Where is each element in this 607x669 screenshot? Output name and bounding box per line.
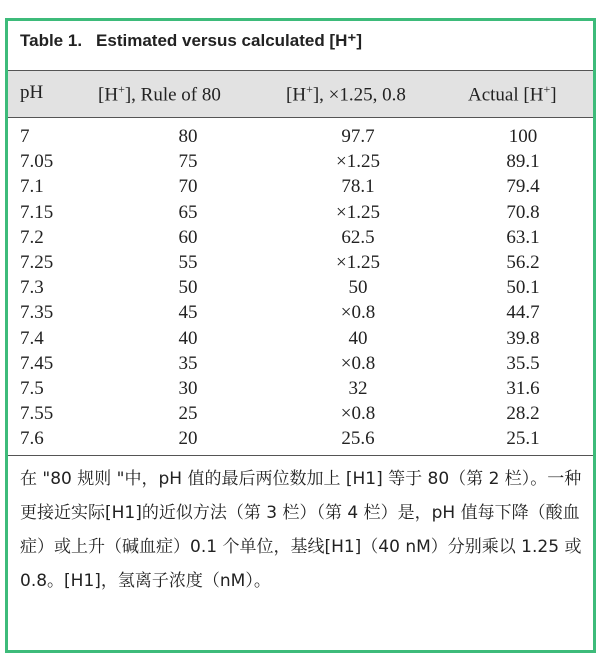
calculated-cell: 32 — [348, 377, 368, 399]
calculated-cell: 97.7 — [341, 126, 375, 147]
table-row — [8, 401, 593, 426]
ph-cell: 7.4 — [20, 327, 44, 349]
table-header-row — [8, 70, 593, 118]
rule-of-80-cell: 25 — [178, 403, 198, 425]
rule-of-80-cell: 45 — [178, 302, 198, 324]
ph-cell: 7.3 — [20, 277, 44, 299]
header-rule-of-80: [H+], Rule of 80 — [98, 82, 221, 106]
actual-cell: 79.4 — [506, 176, 540, 198]
table-row — [8, 376, 593, 401]
rule-of-80-cell: 30 — [178, 377, 198, 399]
calculated-cell: ×0.8 — [340, 352, 376, 374]
table-caption — [20, 31, 362, 51]
ph-cell: 7.2 — [20, 226, 44, 248]
calculated-cell: 50 — [348, 277, 368, 299]
rule-of-80-cell: 65 — [178, 201, 198, 223]
rule-of-80-cell: 40 — [178, 327, 198, 349]
rule-of-80-cell: 75 — [178, 151, 198, 173]
table-row — [8, 426, 593, 451]
table-row — [8, 351, 593, 376]
rule-of-80-cell: 70 — [178, 176, 198, 198]
ph-cell: 7.15 — [20, 201, 54, 223]
rule-of-80-cell: 55 — [178, 251, 198, 273]
actual-cell: 100 — [508, 126, 538, 147]
actual-cell: 44.7 — [506, 302, 540, 324]
table-bottom-rule — [8, 455, 593, 456]
ph-cell: 7.1 — [20, 176, 44, 198]
calculated-cell: 78.1 — [341, 176, 375, 198]
actual-cell: 35.5 — [506, 352, 540, 374]
actual-cell: 39.8 — [506, 327, 540, 349]
calculated-cell: ×1.25 — [336, 201, 380, 223]
ph-cell: 7.5 — [20, 377, 44, 399]
rule-of-80-cell: 60 — [178, 226, 198, 248]
rule-of-80-cell: 35 — [178, 352, 198, 374]
calculated-cell: 40 — [348, 327, 368, 349]
header-actual: Actual [H+] — [468, 82, 557, 106]
table-row — [8, 225, 593, 250]
ph-cell: 7.25 — [20, 251, 54, 273]
table-frame — [5, 18, 596, 653]
table-row — [8, 250, 593, 275]
calculated-cell: ×0.8 — [340, 302, 376, 324]
calculated-cell: ×0.8 — [340, 403, 376, 425]
table-row — [8, 275, 593, 300]
table-row — [8, 174, 593, 199]
ph-cell: 7.35 — [20, 302, 54, 324]
actual-cell: 70.8 — [506, 201, 540, 223]
calculated-cell: ×1.25 — [336, 251, 380, 273]
header-ph: pH — [20, 82, 44, 103]
actual-cell: 25.1 — [506, 428, 540, 450]
calculated-cell: 25.6 — [341, 428, 375, 450]
table-row — [8, 326, 593, 351]
calculated-cell: ×1.25 — [336, 151, 380, 173]
header-calculated: [H+], ×1.25, 0.8 — [286, 82, 406, 106]
rule-of-80-cell: 50 — [178, 277, 198, 299]
table-title: Estimated versus calculated [H⁺] — [96, 31, 363, 50]
actual-cell: 50.1 — [506, 277, 540, 299]
ph-cell: 7.55 — [20, 403, 54, 425]
actual-cell: 63.1 — [506, 226, 540, 248]
table-row — [8, 124, 593, 149]
ph-cell: 7.45 — [20, 352, 54, 374]
ph-cell: 7 — [20, 126, 30, 147]
ph-cell: 7.05 — [20, 151, 54, 173]
ph-cell: 7.6 — [20, 428, 44, 450]
rule-of-80-cell: 20 — [178, 428, 198, 450]
table-footnote: 在 "80 规则 "中，pH 值的最后两位数加上 [H1] 等于 80（第 2 栏）。一种更接近实际[H1]的近似方法（第 3 栏）（第 4 栏）是，pH 值每下降（酸血症）或上升（碱血症）0.1 个单位，基线[H1]（40 nM）分别乘以 1.25 或 0.8。[H1]，氢离子浓度（nM）。 — [20, 469, 582, 591]
actual-cell: 31.6 — [506, 377, 540, 399]
actual-cell: 56.2 — [506, 251, 540, 273]
table-row — [8, 300, 593, 325]
actual-cell: 28.2 — [506, 403, 540, 425]
table-row — [8, 149, 593, 174]
table-row — [8, 200, 593, 225]
rule-of-80-cell: 80 — [178, 126, 198, 147]
table-body — [8, 124, 593, 451]
calculated-cell: 62.5 — [341, 226, 375, 248]
actual-cell: 89.1 — [506, 151, 540, 173]
table-number: Table 1. — [20, 31, 83, 50]
